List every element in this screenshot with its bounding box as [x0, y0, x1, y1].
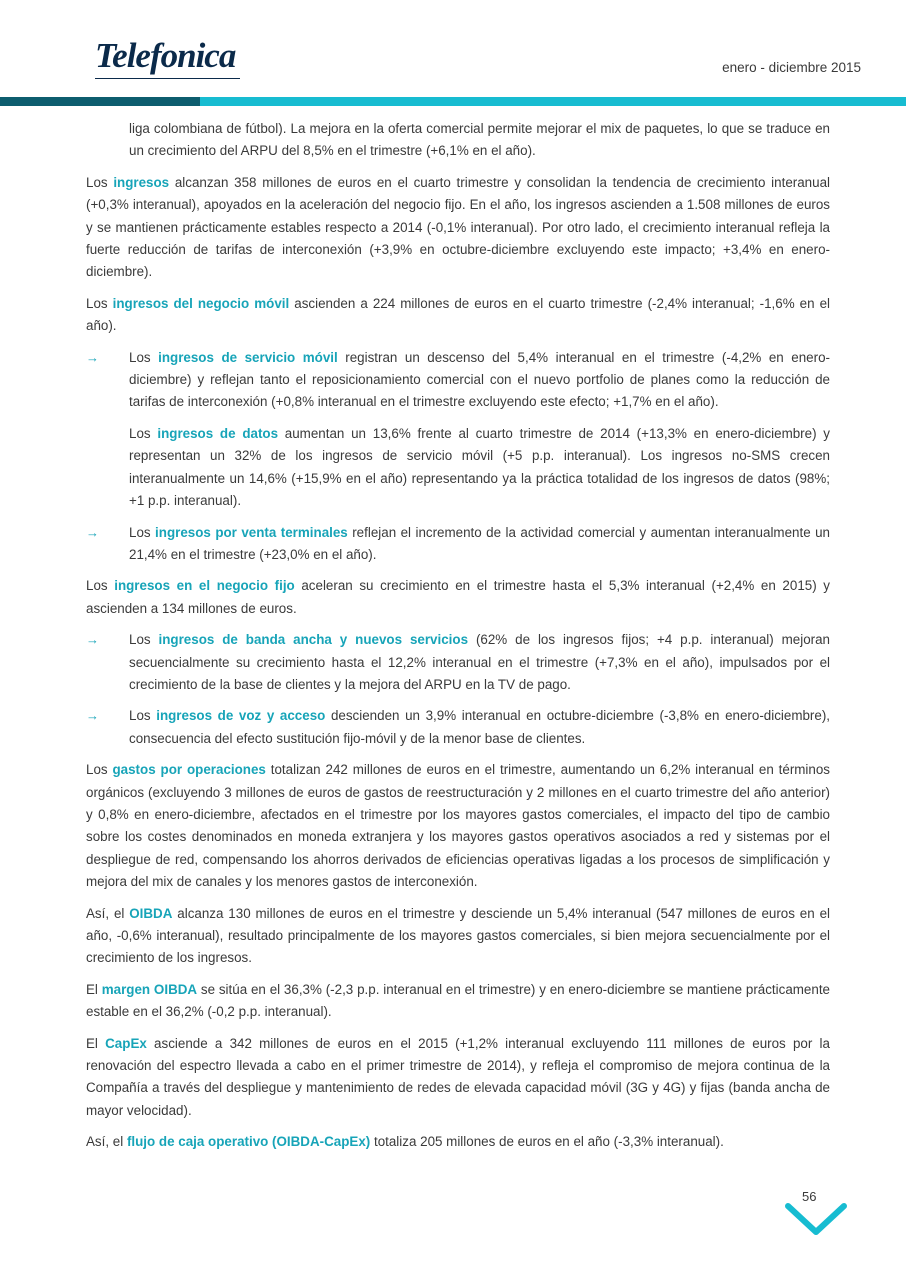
- text-run: Los: [129, 632, 159, 648]
- paragraph: [86, 172, 830, 284]
- paragraph: [86, 575, 830, 620]
- telefonica-logo: [95, 36, 245, 84]
- highlight-term: flujo de caja operativo (OIBDA-CapEx): [126, 1134, 371, 1150]
- text-run: liga colombiana de fútbol). La mejora en la oferta comercial permite mejorar el mix de paquetes, lo que se traduce en un crecimiento del ARPU del 8,5% en el trimestre (+6,1% en el año).: [129, 121, 830, 159]
- paragraph: [86, 979, 830, 1024]
- text-run: alcanza 130 millones de euros en el trimestre y desciende un 5,4% interanual (547 millones de euros en el año, -0,6% interanual), resultado principalmente de los mayores gastos comerciales, si bien mejora secuencialmente por el crecimiento de los ingresos.: [86, 905, 831, 966]
- arrow-right-icon: →: [86, 524, 99, 540]
- paragraph: [86, 118, 830, 163]
- text-run: Así, el: [86, 1134, 127, 1150]
- text-run: (62% de los ingresos fijos; +4 p.p. interanual) mejoran secuencialmente su crecimiento hasta el 12,2% interanual en el trimestre (+7,3% en el año), impulsados por el crecimiento de la base de clientes y la mejora del ARPU en la TV de pago.: [129, 632, 831, 692]
- highlight-term: ingresos del negocio móvil: [112, 295, 290, 311]
- bullet-text: [129, 522, 830, 567]
- text-run: Los: [86, 762, 113, 778]
- highlight-term: ingresos de datos: [157, 425, 279, 441]
- paragraph: [86, 759, 830, 893]
- header-bar-dark: [0, 97, 200, 106]
- paragraph: [86, 423, 830, 513]
- arrow-right-icon: →: [86, 632, 99, 648]
- highlight-term: ingresos: [113, 174, 170, 190]
- text-run: totaliza 205 millones de euros en el año (-3,3% interanual).: [370, 1134, 724, 1150]
- paragraph: [86, 293, 830, 338]
- text-run: Los: [86, 174, 114, 190]
- logo-text: Telefonica: [95, 36, 236, 75]
- arrow-right-icon: →: [86, 349, 99, 365]
- text-run: aceleran su crecimiento en el trimestre hasta el 5,3% interanual (+2,4% en 2015) y ascienden a 134 millones de euros.: [86, 578, 830, 616]
- paragraph: [86, 903, 830, 970]
- bullet-item: [86, 522, 830, 567]
- text-run: Así, el: [86, 905, 130, 921]
- logo-underline: [95, 78, 240, 79]
- highlight-term: margen OIBDA: [101, 981, 198, 997]
- text-run: reflejan el incremento de la actividad comercial y aumentan interanualmente un 21,4% en el trimestre (+23,0% en el año).: [129, 524, 830, 562]
- text-run: ascienden a 224 millones de euros en el cuarto trimestre (-2,4% interanual; -1,6% en el año).: [86, 295, 830, 334]
- text-run: Los: [129, 524, 156, 540]
- paragraph: [86, 1033, 830, 1123]
- text-run: descienden un 3,9% interanual en octubre-diciembre (-3,8% en enero-diciembre), consecuencia del efecto sustitución fijo-móvil y de la menor base de clientes.: [129, 708, 831, 746]
- bullet-text: [129, 705, 830, 750]
- bullet-item: [86, 347, 830, 414]
- chevron-down-icon[interactable]: [784, 1200, 848, 1240]
- text-run: totalizan 242 millones de euros en el trimestre, aumentando un 6,2% interanual en términos orgánicos (excluyendo 3 millones de euros de gastos de reestructuración y 2 millones en el cuarto trimestre del año anterior) y 0,8% en enero-diciembre, afectados en el trimestre por los mayores gastos comerciales, el impacto del tipo de cambio sobre los costes denominados en moneda extranjera y los mayores gastos operativos asociados a red y sistemas por el despliegue de red, compensando los ahorros derivados de eficiencias operativas ligadas a los procesos de simplificación y mejora del mix de canales y los menores gastos de interconexión.: [86, 762, 830, 890]
- bullet-item: [86, 629, 830, 696]
- highlight-term: ingresos de voz y acceso: [156, 708, 326, 724]
- highlight-term: ingresos en el negocio fijo: [114, 578, 295, 594]
- text-run: registran un descenso del 5,4% interanual en el trimestre (-4,2% en enero-diciembre) y reflejan tanto el reposicionamiento comercial con el nuevo portfolio de planes como la reducción de tarifas de interconexión (+0,8% interanual en el trimestre excluyendo este efecto; +1,7% en el año).: [129, 349, 830, 410]
- body-text: [86, 118, 830, 1163]
- arrow-right-icon: →: [86, 708, 99, 724]
- highlight-term: ingresos de servicio móvil: [158, 349, 338, 365]
- highlight-term: ingresos de banda ancha y nuevos servicios: [158, 632, 469, 648]
- report-period: enero - diciembre 2015: [722, 60, 861, 75]
- highlight-term: ingresos por venta terminales: [155, 524, 348, 540]
- bullet-text: [129, 629, 830, 696]
- text-run: alcanzan 358 millones de euros en el cuarto trimestre y consolidan la tendencia de crecimiento interanual (+0,3% interanual), apoyados en la aceleración del negocio fijo. En el año, los ingresos ascienden a 1.508 millones de euros y se mantienen prácticamente estables respecto a 2014 (-0,1% interanual). Por otro lado, el crecimiento interanual refleja la fuerte reducción de tarifas de interconexión (+3,9% en octubre-diciembre excluyendo este impacto; +3,4% en enero-diciembre).: [86, 174, 830, 280]
- text-run: Los: [86, 578, 115, 594]
- highlight-term: gastos por operaciones: [112, 762, 266, 778]
- text-run: El: [86, 981, 102, 997]
- highlight-term: CapEx: [105, 1035, 147, 1051]
- text-run: asciende a 342 millones de euros en el 2015 (+1,2% interanual excluyendo 111 millones de euros por la renovación del espectro llevada a cabo en el primer trimestre de 2014), y refleja el compromiso de mejora continua de la Compañía a través del despliegue y mantenimiento de redes de elevada capacidad móvil (3G y 4G) y fijas (banda ancha de mayor velocidad).: [86, 1035, 830, 1118]
- bullet-text: [129, 347, 830, 414]
- text-run: Los: [129, 425, 158, 441]
- text-run: Los: [86, 295, 113, 311]
- text-run: Los: [129, 349, 159, 365]
- text-run: se sitúa en el 36,3% (-2,3 p.p. interanual en el trimestre) y en enero-diciembre se mantiene prácticamente estable en el 36,2% (-0,2 p.p. interanual).: [86, 981, 830, 1020]
- bullet-item: [86, 705, 830, 750]
- text-run: El: [86, 1035, 106, 1051]
- page-number: 56: [802, 1189, 817, 1204]
- highlight-term: OIBDA: [129, 905, 173, 921]
- text-run: Los: [129, 708, 157, 724]
- paragraph: [86, 1131, 830, 1153]
- text-run: aumentan un 13,6% frente al cuarto trimestre de 2014 (+13,3% en enero-diciembre) y representan un 32% de los ingresos de servicio móvil (+5 p.p. interanual). Los ingresos no-SMS crecen interanualmente un 14,6% (+15,9% en el año) representando ya la práctica totalidad de los ingresos de datos (98%; +1 p.p. interanual).: [129, 425, 831, 509]
- header-bar-light: [200, 97, 906, 106]
